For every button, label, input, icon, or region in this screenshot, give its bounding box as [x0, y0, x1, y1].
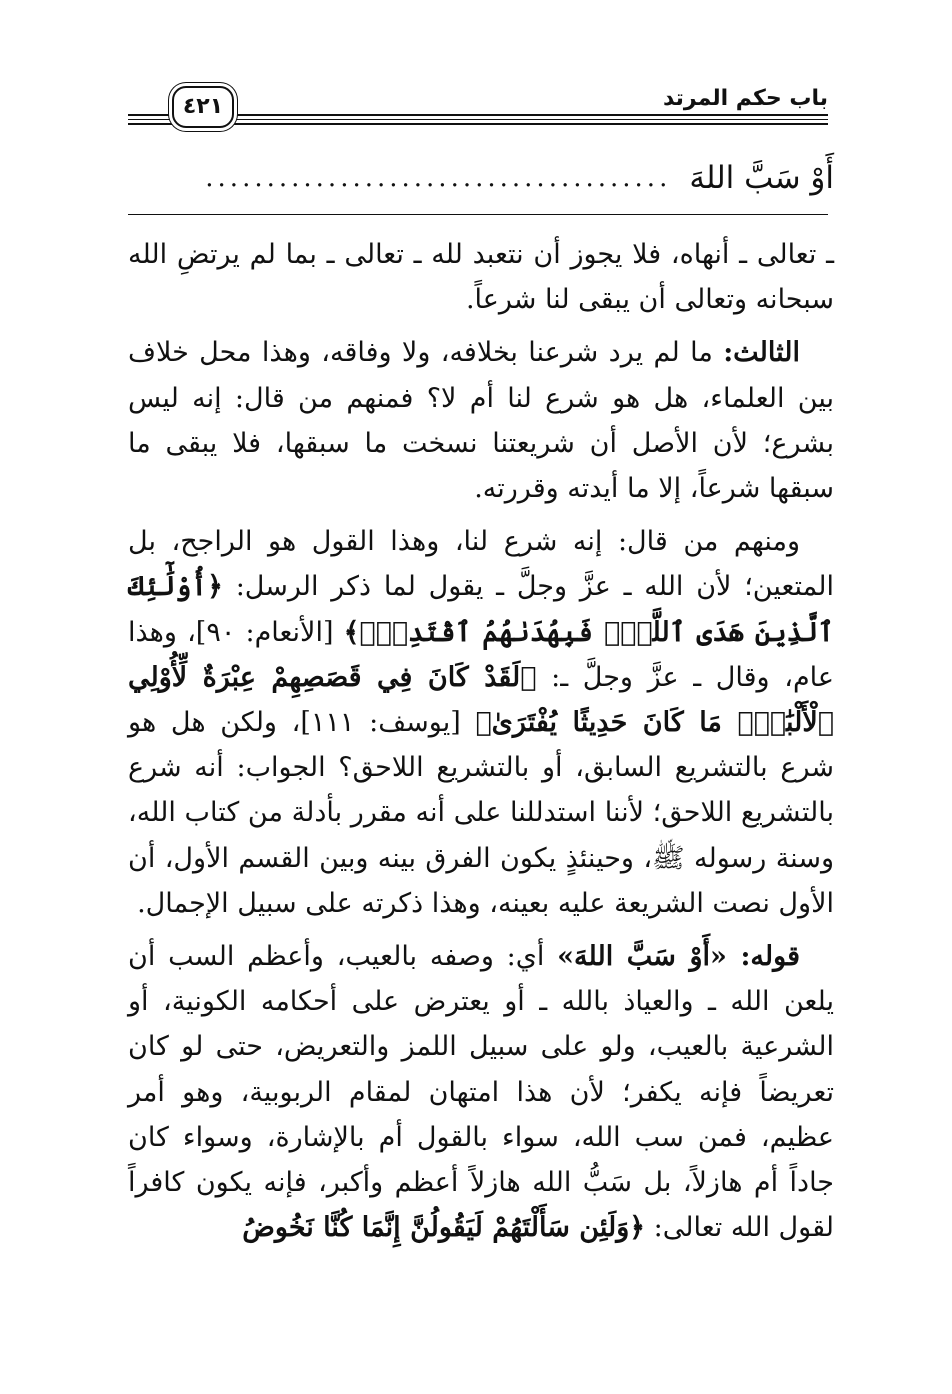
paragraph-text: [يوسف: ١١١]، ولكن هل هو شرع بالتشريع السابق، أو بالتشريع اللاحق؟ الجواب: أنه شرع بالتشريع اللاحق؛ لأننا استدللنا على أنه مقرر بأدلة من كتاب الله، وسنة رسوله ﷺ، وحينئذٍ يكون الفرق بينه وبين القسم الأول، أن الأول نصت الشريعة عليه بعينه، وهذا ذكرته على سبيل الإجمال. — [128, 707, 834, 919]
paragraph-lead: الثالث: — [723, 337, 800, 369]
matn-text: أَوْ سَبَّ اللهَ — [689, 160, 834, 196]
page-number: ٤٢١ — [172, 86, 234, 128]
chapter-title: باب حكم المرتد — [653, 86, 828, 112]
paragraph-text: [الأنعام: ٩٠]، وهذا عام، وقال ـ عزَّ وجلَّ ـ: — [128, 616, 835, 693]
quran-verse: ﴿أُوْلَٰٓئِكَ ٱلَّذِينَ هَدَى ٱللَّهُۖ فَبِهُدَىٰهُمُ ٱقْتَدِهْۗ﴾ — [128, 571, 834, 648]
quran-verse: ﴿لَقَدْ كَانَ فِي قَصَصِهِمْ عِبْرَةٌ لِّأُوْلِي ٱلْأَلْبَٰبِۗ مَا كَانَ حَدِيثًا يُفْتَرَىٰ﴾ — [128, 661, 834, 739]
paragraph — [128, 330, 834, 511]
paragraph — [128, 519, 834, 926]
matn-line — [128, 156, 834, 200]
matn-quote: «أَوْ سَبَّ اللهَ» — [557, 941, 741, 973]
paragraph-text: ـ تعالى ـ أنهاه، فلا يجوز أن نتعبد لله ـ تعالى ـ بما لم يرتضِ الله سبحانه وتعالى أن يبقى لنا شرعاً. — [128, 239, 834, 316]
matn-separator — [128, 214, 828, 215]
paragraph-lead: قوله: — [740, 941, 800, 973]
paragraph — [128, 934, 834, 1250]
header-rule — [128, 123, 828, 125]
running-header — [128, 86, 828, 130]
paragraph-text: ومنهم من قال: إنه شرع لنا، وهذا القول هو الراجح، بل المتعين؛ لأن الله ـ عزَّ وجلَّ ـ يقول لما ذكر الرسل: — [128, 526, 834, 603]
quran-verse: ﴿وَلَئِن سَأَلْتَهُمْ لَيَقُولُنَّ إِنَّمَا كُنَّا نَخُوضُ — [242, 1212, 646, 1244]
paragraph-text: ما لم يرد شرعنا بخلافه، ولا وفاقه، وهذا محل خلاف بين العلماء، هل هو شرع لنا أم لا؟ فمنهم من قال: إنه ليس بشرع؛ لأن الأصل أن شريعتنا نسخت ما سبقها، فلا يبقى ما سبقها شرعاً، إلا ما أيدته وقررته. — [128, 337, 834, 505]
matn-dots: ...................................... — [205, 163, 672, 193]
commentary-body — [128, 232, 834, 1258]
paragraph — [128, 232, 834, 322]
paragraph-text: أي: وصفه بالعيب، وأعظم السب أن يلعن الله ـ والعياذ بالله ـ أو يعترض على أحكامه الكونية، أو الشرعية بالعيب، ولو على سبيل اللمز والتعريض، حتى لو كان تعريضاً فإنه يكفر؛ لأن هذا امتهان لمقام الربوبية، وهو أمر عظيم، فمن سب الله، سواء بالقول أم بالإشارة، وسواء كان جاداً أم هازلاً، بل سَبُّ الله هازلاً أعظم وأكبر، فإنه يكون كافراً لقول الله تعالى: — [128, 941, 834, 1244]
